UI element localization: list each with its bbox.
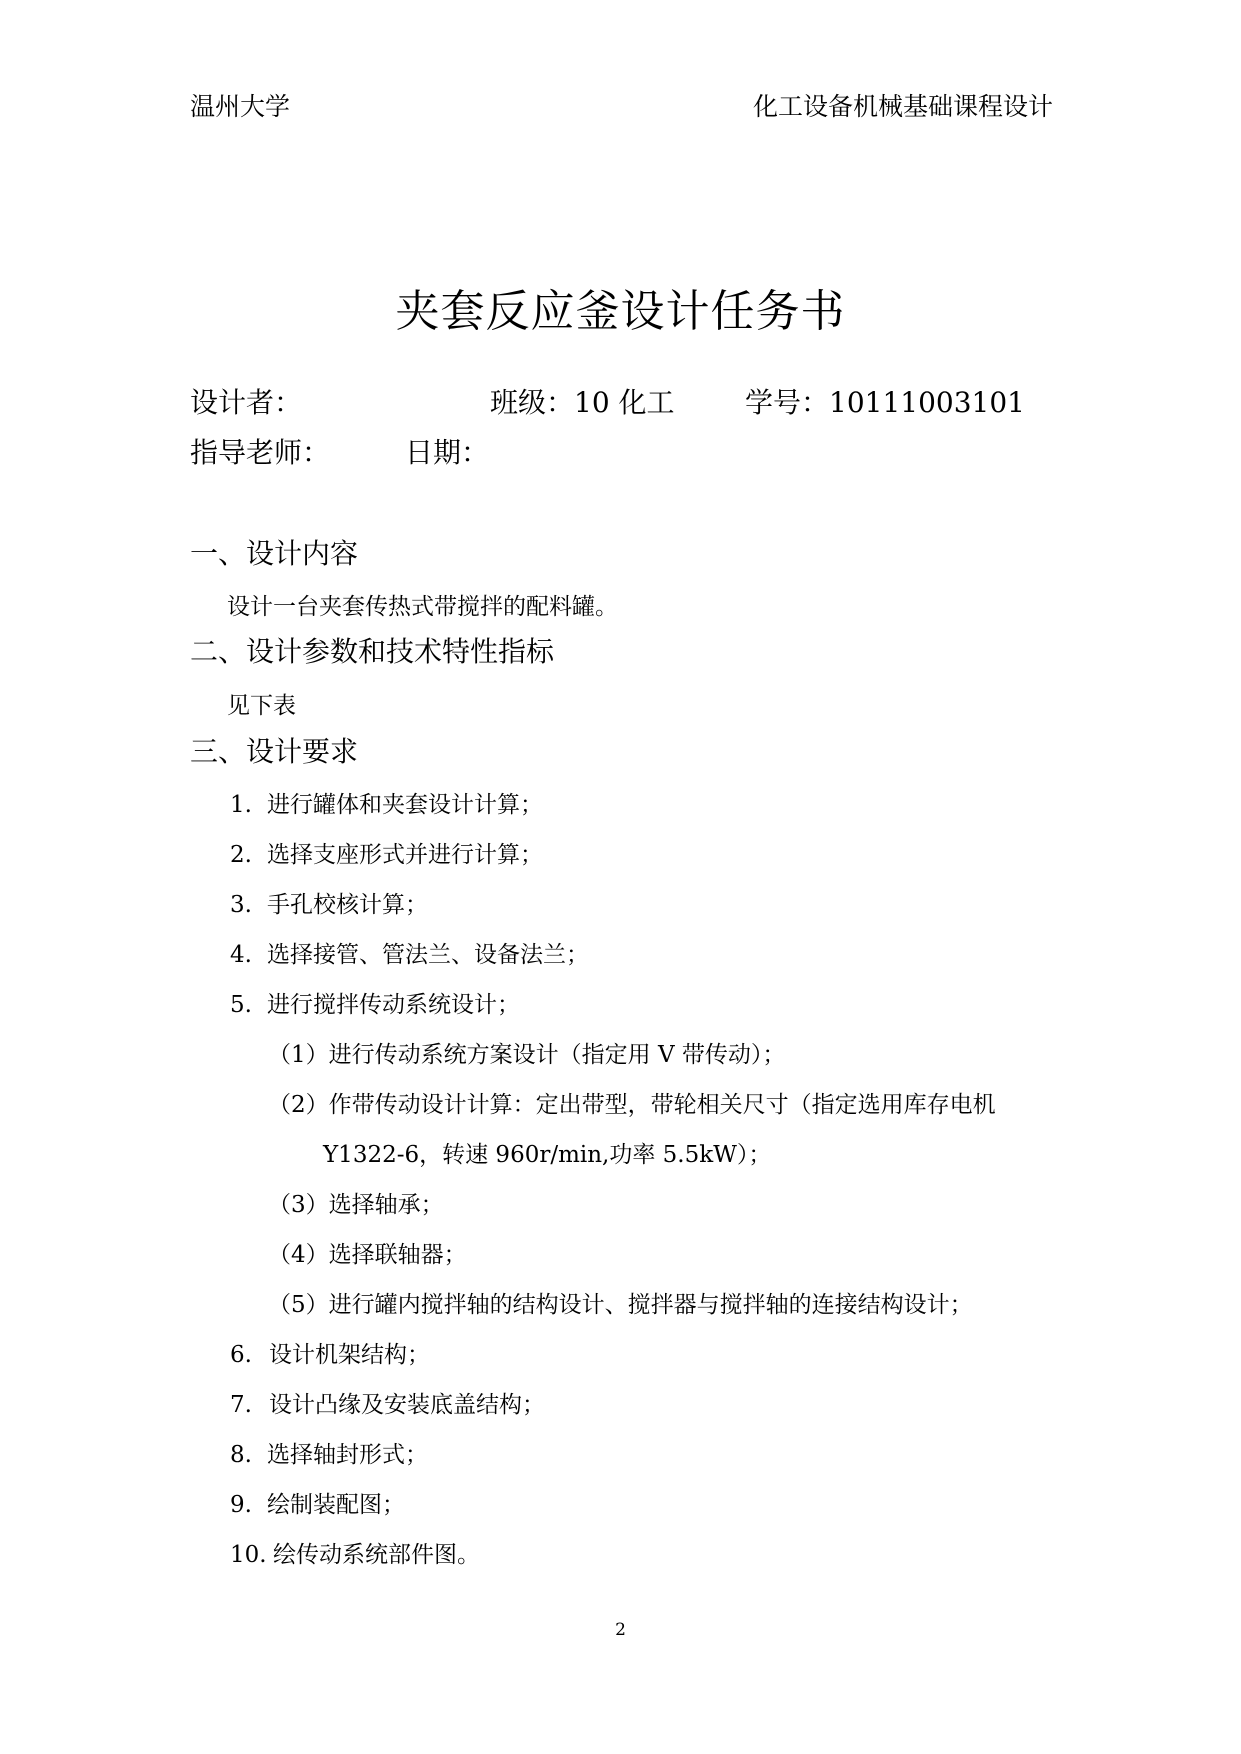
advisor-label: 指导老师： [190,436,331,469]
requirement-text: 绘传动系统部件图。 [273,1542,480,1568]
requirement-text: 选择轴封形式； [267,1442,428,1468]
requirement-text: 进行搅拌传动系统设计； [267,992,520,1018]
section-2-heading: 二、设计参数和技术特性指标 [190,635,555,668]
requirement-text: 设计凸缘及安装底盖结构； [269,1392,545,1418]
sub-requirement-4: （4）选择联轴器； [268,1242,467,1268]
sub-requirement-2-continuation: Y1322-6，转速 960r/min,功率 5.5kW）； [323,1142,772,1168]
requirement-text: 选择接管、管法兰、设备法兰； [267,942,589,968]
sub-requirement-1: （1）进行传动系统方案设计（指定用 V 带传动）； [268,1042,786,1068]
requirement-number: 6. [230,1342,252,1368]
requirement-number: 8. [230,1442,252,1468]
requirement-text: 设计机架结构； [269,1342,430,1368]
section-1-text: 设计一台夹套传热式带搅拌的配料罐。 [227,594,618,620]
header-right-course: 化工设备机械基础课程设计 [752,92,1053,121]
section-1-heading: 一、设计内容 [190,537,359,570]
requirement-number: 4. [230,942,252,968]
requirement-number: 10. [230,1542,267,1568]
section-3-heading: 三、设计要求 [190,735,359,768]
requirement-text: 进行罐体和夹套设计计算； [267,792,543,818]
header-divider [190,133,1052,134]
class-label: 班级：10 化工 [490,386,675,419]
sub-requirement-3: （3）选择轴承； [268,1192,444,1218]
requirement-number: 5. [230,992,252,1018]
sub-requirement-5: （5）进行罐内搅拌轴的结构设计、搅拌器与搅拌轴的连接结构设计； [268,1292,973,1318]
sub-requirement-2: （2）作带传动设计计算：定出带型，带轮相关尺寸（指定选用库存电机 [268,1092,996,1118]
page-number: 2 [615,1620,626,1640]
requirement-number: 2. [230,842,252,868]
section-2-text: 见下表 [227,693,296,719]
requirement-text: 手孔校核计算； [267,892,428,918]
date-label: 日期： [405,436,490,469]
requirement-number: 3. [230,892,252,918]
requirement-number: 9. [230,1492,252,1518]
designer-label: 设计者： [190,386,303,419]
requirement-text: 绘制装配图； [267,1492,405,1518]
student-id-label: 学号：10111003101 [745,386,1025,419]
requirement-number: 1. [230,792,252,818]
requirement-number: 7. [230,1392,252,1418]
page-title: 夹套反应釜设计任务书 [395,286,846,337]
requirement-text: 选择支座形式并进行计算； [267,842,543,868]
header-left-university: 温州大学 [190,92,291,121]
